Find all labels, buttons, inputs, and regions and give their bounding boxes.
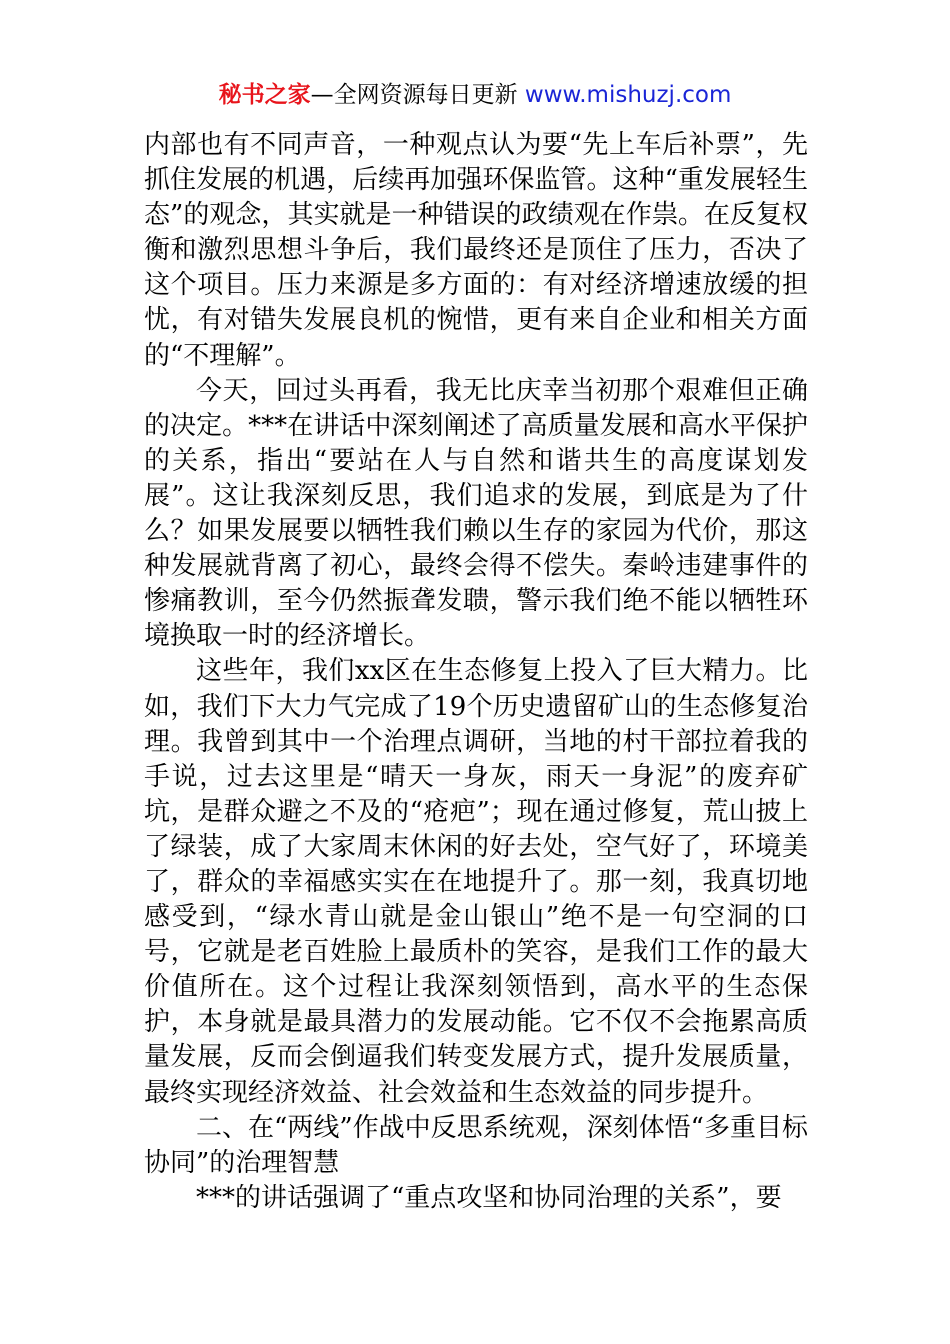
section-heading: 二、在“两线”作战中反思系统观，深刻体悟“多重目标协同”的治理智慧 bbox=[144, 1112, 808, 1178]
paragraph-continuation: 内部也有不同声音，一种观点认为要“先上车后补票”，先抓住发展的机遇，后续再加强环保监管。这种“重发展轻生态”的观念，其实就是一种错误的政绩观在作祟。在反复权衡和激烈思想斗争后，我们最终还是顶住了压力，否决了这个项目。压力来源是多方面的：有对经济增速放缓的担忧，有对错失发展良机的惋惜，更有来自企业和相关方面的“不理解”。 bbox=[144, 130, 808, 371]
document-body bbox=[144, 128, 808, 1216]
paragraph: 今天，回过头再看，我无比庆幸当初那个艰难但正确的决定。***在讲话中深刻阐述了高质量发展和高水平保护的关系，指出“要站在人与自然和谐共生的高度谋划发展”。这让我深刻反思，我们追求的发展，到底是为了什么？如果发展要以牺牲我们赖以生存的家园为代价，那这种发展就背离了初心，最终会得不偿失。秦岭违建事件的惨痛教训，至今仍然振聋发聩，警示我们绝不能以牺牲环境换取一时的经济增长。 bbox=[144, 375, 808, 652]
paragraph: ***的讲话强调了“重点攻坚和协同治理的关系”，要 bbox=[196, 1182, 782, 1213]
header-url[interactable]: www.mishuzj.com bbox=[524, 82, 732, 108]
header-tagline: —全网资源每日更新 bbox=[310, 82, 518, 108]
header-brand: 秘书之家 bbox=[218, 82, 311, 108]
paragraph: 这些年，我们xx区在生态修复上投入了巨大精力。比如，我们下大力气完成了19个历史遗留矿山的生态修复治理。我曾到其中一个治理点调研，当地的村干部拉着我的手说，过去这里是“晴天一身灰，雨天一身泥”的废弃矿坑，是群众避之不及的“疮疤”；现在通过修复，荒山披上了绿装，成了大家周末休闲的好去处，空气好了，环境美了，群众的幸福感实实在在地提升了。那一刻，我真切地感受到，“绿水青山就是金山银山”绝不是一句空洞的口号，它就是老百姓脸上最质朴的笑容，是我们工作的最大价值所在。这个过程让我深刻领悟到，高水平的生态保护，本身就是最具潜力的发展动能。它不仅不会拖累高质量发展，反而会倒逼我们转变发展方式，提升发展质量，最终实现经济效益、社会效益和生态效益的同步提升。 bbox=[144, 656, 808, 1108]
page-header bbox=[0, 78, 950, 112]
